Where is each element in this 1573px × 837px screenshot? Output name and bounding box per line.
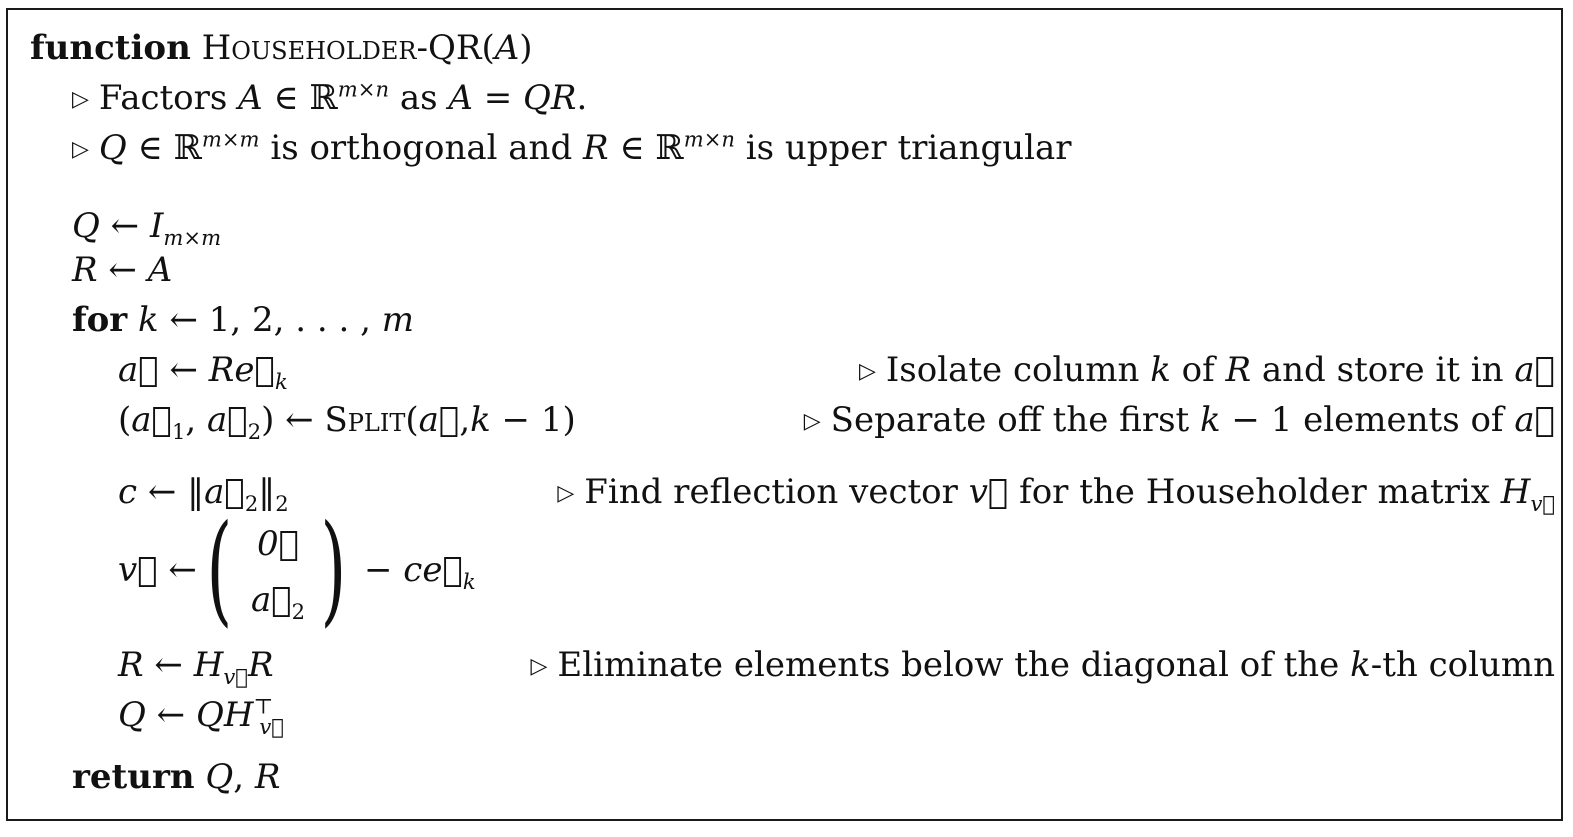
left-paren: ( <box>206 500 233 639</box>
comment-triangle-icon: ▷ <box>858 359 876 384</box>
right-paren: ) <box>320 500 347 639</box>
comment-triangle-icon: ▷ <box>72 87 89 112</box>
step-apply-r-comment: ▷ Eliminate elements below the diagonal of the k-th column <box>530 645 1555 685</box>
comment-triangle-icon: ▷ <box>557 481 575 506</box>
init-r: R ← A <box>72 250 173 290</box>
step-apply-q: Q ← $QH^⊤_{v⃗}$ <box>118 693 284 739</box>
step-isolate: a⃗ ← $Re⃗_k$ <box>118 350 288 394</box>
matrix-bottom: $a⃗_2$ <box>250 580 306 624</box>
function-arg: (A) <box>481 28 533 68</box>
function-name: Householder-QR <box>201 28 482 68</box>
comment-triangle-icon: ▷ <box>72 137 89 162</box>
step-isolate-comment: ▷ Isolate column k of R and store it in a⃗ <box>858 350 1555 390</box>
matrix-top: 0⃗ <box>256 524 300 564</box>
step-norm: c ← $‖a⃗_2‖_2$ <box>118 472 289 516</box>
function-keyword: function <box>30 28 191 68</box>
for-loop: for k ← 1, 2, . . . , m <box>72 300 414 340</box>
step-reflect-lhs: v⃗ ← <box>118 550 197 590</box>
comment-line-2: ▷ Q ∈ ℝ$^{m\times m}$ is orthogonal and R ∈ ℝ$^{m\times n}$ is upper triangular <box>72 126 1072 168</box>
step-reflect-rhs: − $ce⃗_k$ <box>364 550 476 594</box>
comment-triangle-icon: ▷ <box>530 654 548 679</box>
for-keyword: for <box>72 300 128 340</box>
function-header <box>30 28 533 68</box>
comment-triangle-icon: ▷ <box>803 409 821 434</box>
comment-line-1: ▷ Factors A ∈ ℝ$^{m\times n}$ as A = QR. <box>72 76 588 118</box>
init-q: Q ← $I_{m\times m}$ <box>72 206 222 250</box>
return-statement: return Q, R <box>72 757 281 797</box>
return-keyword: return <box>72 757 195 797</box>
step-apply-r: R ← $H_{v⃗}R$ <box>118 645 274 689</box>
step-norm-comment: ▷ Find reflection vector v⃗ for the Householder matrix $H_{v⃗}$ <box>557 472 1555 516</box>
step-split-comment: ▷ Separate off the first k − 1 elements of a⃗ <box>803 400 1555 440</box>
step-split: ($a⃗_1$, $a⃗_2$) ← Split(a⃗,k − 1) <box>118 400 576 444</box>
